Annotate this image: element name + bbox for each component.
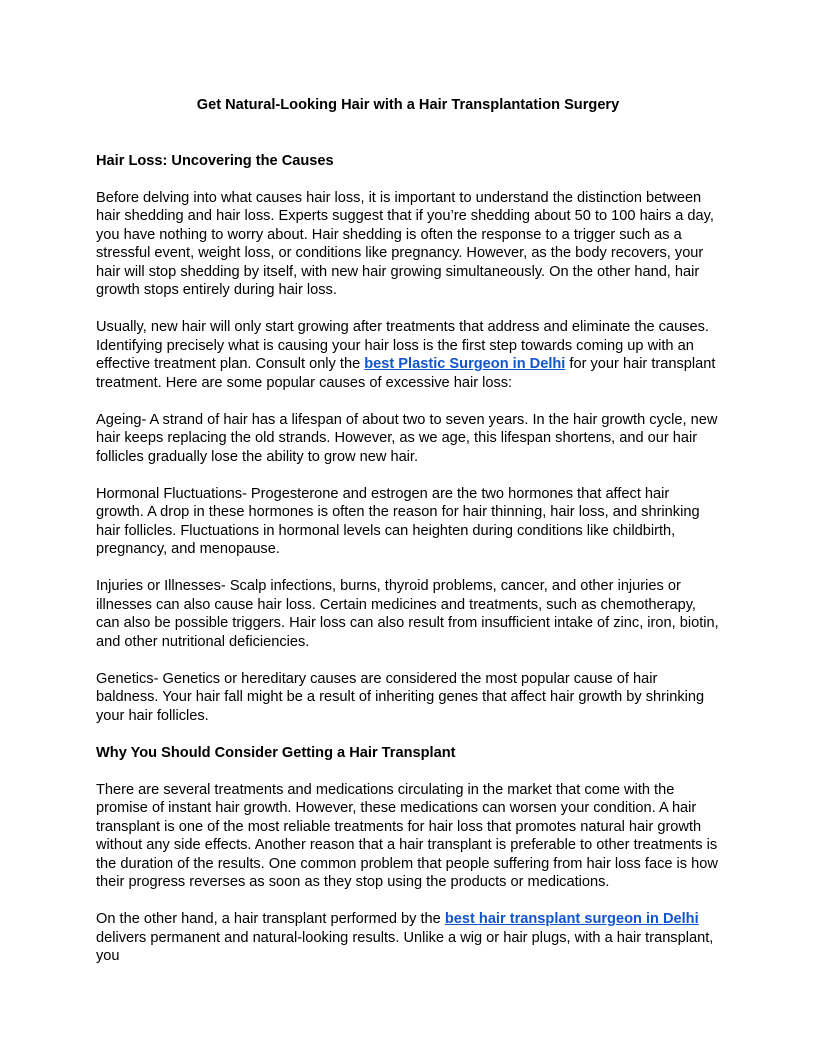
paragraph-text: On the other hand, a hair transplant performed by the [96, 911, 445, 927]
paragraph-text: Usually, new hair will only start growing after treatments that address and eliminate the causes. Identifying precisely what is causing your hair loss is the first step towards coming up with an effective treatment plan. Consult only the [96, 319, 709, 372]
paragraph-hormonal: Hormonal Fluctuations- Progesterone and estrogen are the two hormones that affect hair growth. A drop in these hormones is often the reason for hair thinning, hair loss, and shrinking hair follicles. Fluctuations in hormonal levels can heighten during conditions like childbirth, pregnancy, and menopause. [96, 485, 700, 557]
paragraph-text: delivers permanent and natural-looking results. Unlike a wig or hair plugs, with a hair transplant, you [96, 929, 714, 964]
hair-transplant-surgeon-link[interactable]: best hair transplant surgeon in Delhi [444, 911, 699, 927]
paragraph-permanent-results [96, 910, 720, 966]
section-heading-why-transplant: Why You Should Consider Getting a Hair Transplant [96, 744, 456, 761]
plastic-surgeon-link[interactable]: best Plastic Surgeon in Delhi [364, 356, 566, 372]
paragraph-ageing: Ageing- A strand of hair has a lifespan of about two to seven years. In the hair growth cycle, new hair keeps replacing the old strands. However, as we age, this lifespan shortens, and our hair follicles gradually lose the ability to grow new hair. [96, 411, 718, 465]
paragraph-injuries: Injuries or Illnesses- Scalp infections, burns, thyroid problems, cancer, and other injuries or illnesses can also cause hair loss. Certain medicines and treatments, such as chemotherapy, can also be possible triggers. Hair loss can also result from insufficient intake of zinc, iron, biotin, and other nutritional deficiencies. [96, 578, 719, 650]
section-heading-causes: Hair Loss: Uncovering the Causes [96, 152, 334, 169]
paragraph-shedding-vs-loss: Before delving into what causes hair loss, it is important to understand the distinction between hair shedding and hair loss. Experts suggest that if you’re shedding about 50 to 100 hairs a day, you have nothing to worry about. Hair shedding is often the response to a trigger such as a stressful event, weight loss, or conditions like pregnancy. However, as the body recovers, your hair will stop shedding by itself, with new hair growing simultaneously. On the other hand, hair growth stops entirely during hair loss. [96, 189, 714, 298]
paragraph-text: for your hair transplant treatment. Here are some popular causes of excessive hair loss: [96, 356, 716, 391]
paragraph-treatment-plan [96, 318, 720, 392]
paragraph-treatments-market: There are several treatments and medications circulating in the market that come with the promise of instant hair growth. However, these medications can worsen your condition. A hair transplant is one of the most reliable treatments for hair loss that promotes natural hair growth without any side effects. Another reason that a hair transplant is preferable to other treatments is the duration of the results. One common problem that people suffering from hair loss face is how their progress reverses as soon as they stop using the products or medications. [96, 781, 718, 890]
paragraph-genetics: Genetics- Genetics or hereditary causes are considered the most popular cause of hair baldness. Your hair fall might be a result of inheriting genes that affect hair growth by shrinking your hair follicles. [96, 670, 705, 724]
document-page [96, 96, 720, 984]
page-title: Get Natural-Looking Hair with a Hair Transplantation Surgery [196, 97, 620, 113]
